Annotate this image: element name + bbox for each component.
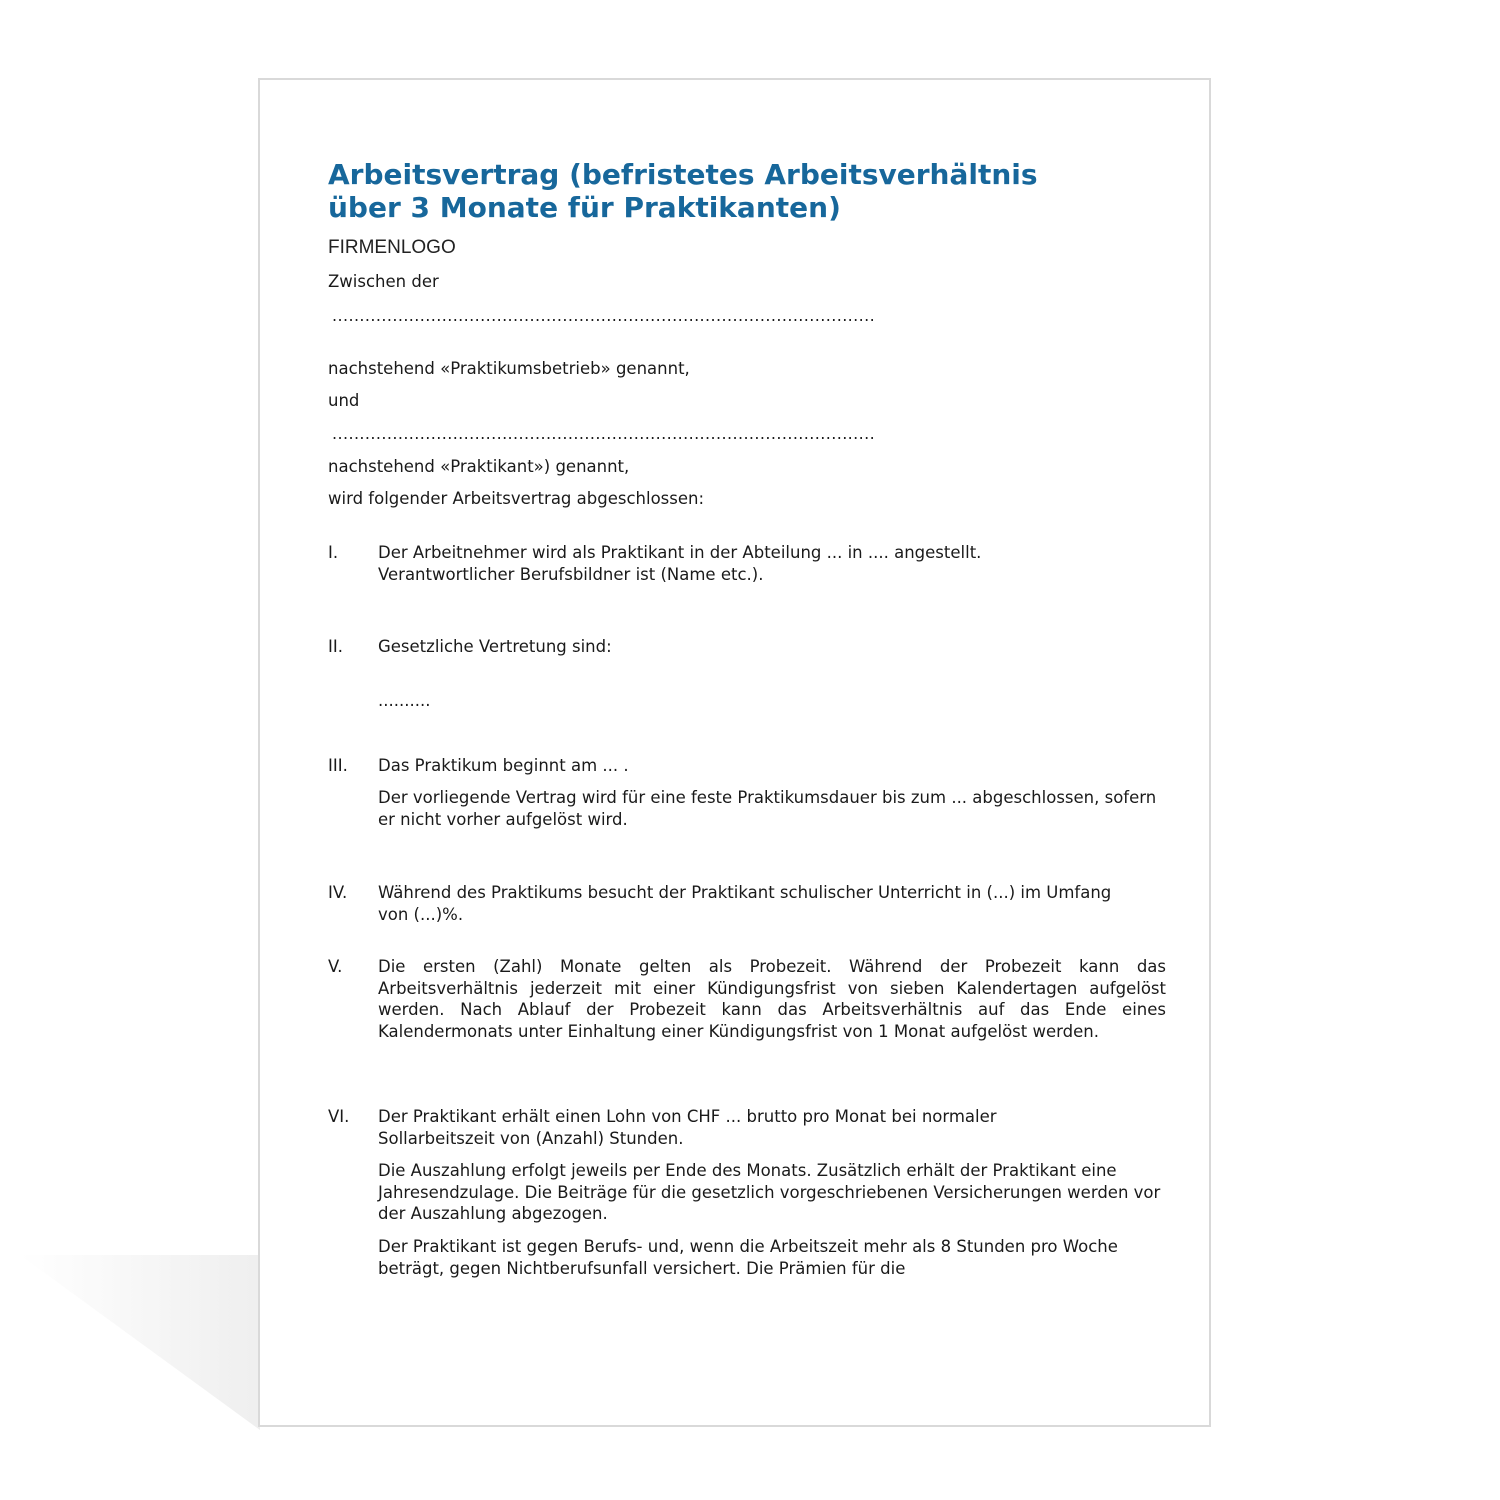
party2-label: nachstehend «Praktikant») genannt, (328, 457, 630, 476)
logo-placeholder: FIRMENLOGO (328, 237, 456, 258)
page-shadow (20, 1255, 260, 1430)
closing-intro: wird folgender Arbeitsvertrag abgeschlossen: (328, 489, 705, 508)
section-paragraph: Gesetzliche Vertretung sind: (378, 637, 612, 656)
section-paragraph: Der Arbeitnehmer wird als Praktikant in der Abteilung ... in .... angestellt. Verantwortlicher Berufsbildner ist (Name etc.). (378, 543, 982, 584)
section-paragraph: Das Praktikum beginnt am ... . (378, 756, 629, 775)
intro-text: Zwischen der (328, 272, 439, 291)
section-paragraph: Die ersten (Zahl) Monate gelten als Probezeit. Während der Probezeit kann das Arbeitsverhältnis jederzeit mit einer Kündigungsfrist von sieben Kalendertagen aufgelöst werden. Nach Ablauf der Probezeit kann das Arbeitsverhältnis auf das Ende eines Kalendermonats unter Einhaltung einer Kündigungsfrist von 1 Monat aufgelöst werden. (378, 957, 1166, 1041)
section-paragraph: Der Praktikant erhält einen Lohn von CHF ... brutto pro Monat bei normaler Sollarbeitszeit von (Anzahl) Stunden. (378, 1107, 997, 1148)
party2-fill-line: ................................................................................................... (332, 424, 876, 443)
document-page (258, 78, 1211, 1427)
section-paragraph: Während des Praktikums besucht der Praktikant schulischer Unterricht in (...) im Umfang von (...)%. (378, 883, 1112, 924)
document-title: Arbeitsvertrag (befristetes Arbeitsverhältnis über 3 Monate für Praktikanten) (328, 158, 1038, 224)
section-paragraph: Der Praktikant ist gegen Berufs- und, wenn die Arbeitszeit mehr als 8 Stunden pro Woche beträgt, gegen Nichtberufsunfall versichert. Die Prämien für die (378, 1237, 1118, 1278)
section-paragraph: Die Auszahlung erfolgt jeweils per Ende des Monats. Zusätzlich erhält der Praktikant eine Jahresendzulage. Die Beiträge für die gesetzlich vorgeschriebenen Versicherungen werden vor der Auszahlung abgezogen. (378, 1161, 1161, 1223)
party1-label: nachstehend «Praktikumsbetrieb» genannt, (328, 359, 690, 378)
section-number: II. (328, 637, 343, 656)
and-text: und (328, 391, 360, 410)
party1-fill-line: ................................................................................................... (332, 306, 876, 325)
section-number: I. (328, 543, 339, 562)
section-paragraph: Der vorliegende Vertrag wird für eine feste Praktikumsdauer bis zum ... abgeschlossen, sofern er nicht vorher aufgelöst wird. (378, 788, 1157, 829)
section-number: VI. (328, 1107, 350, 1126)
section-number: III. (328, 756, 348, 775)
section-paragraph: .......... (378, 691, 431, 710)
section-number: IV. (328, 883, 348, 902)
section-number: V. (328, 957, 343, 976)
